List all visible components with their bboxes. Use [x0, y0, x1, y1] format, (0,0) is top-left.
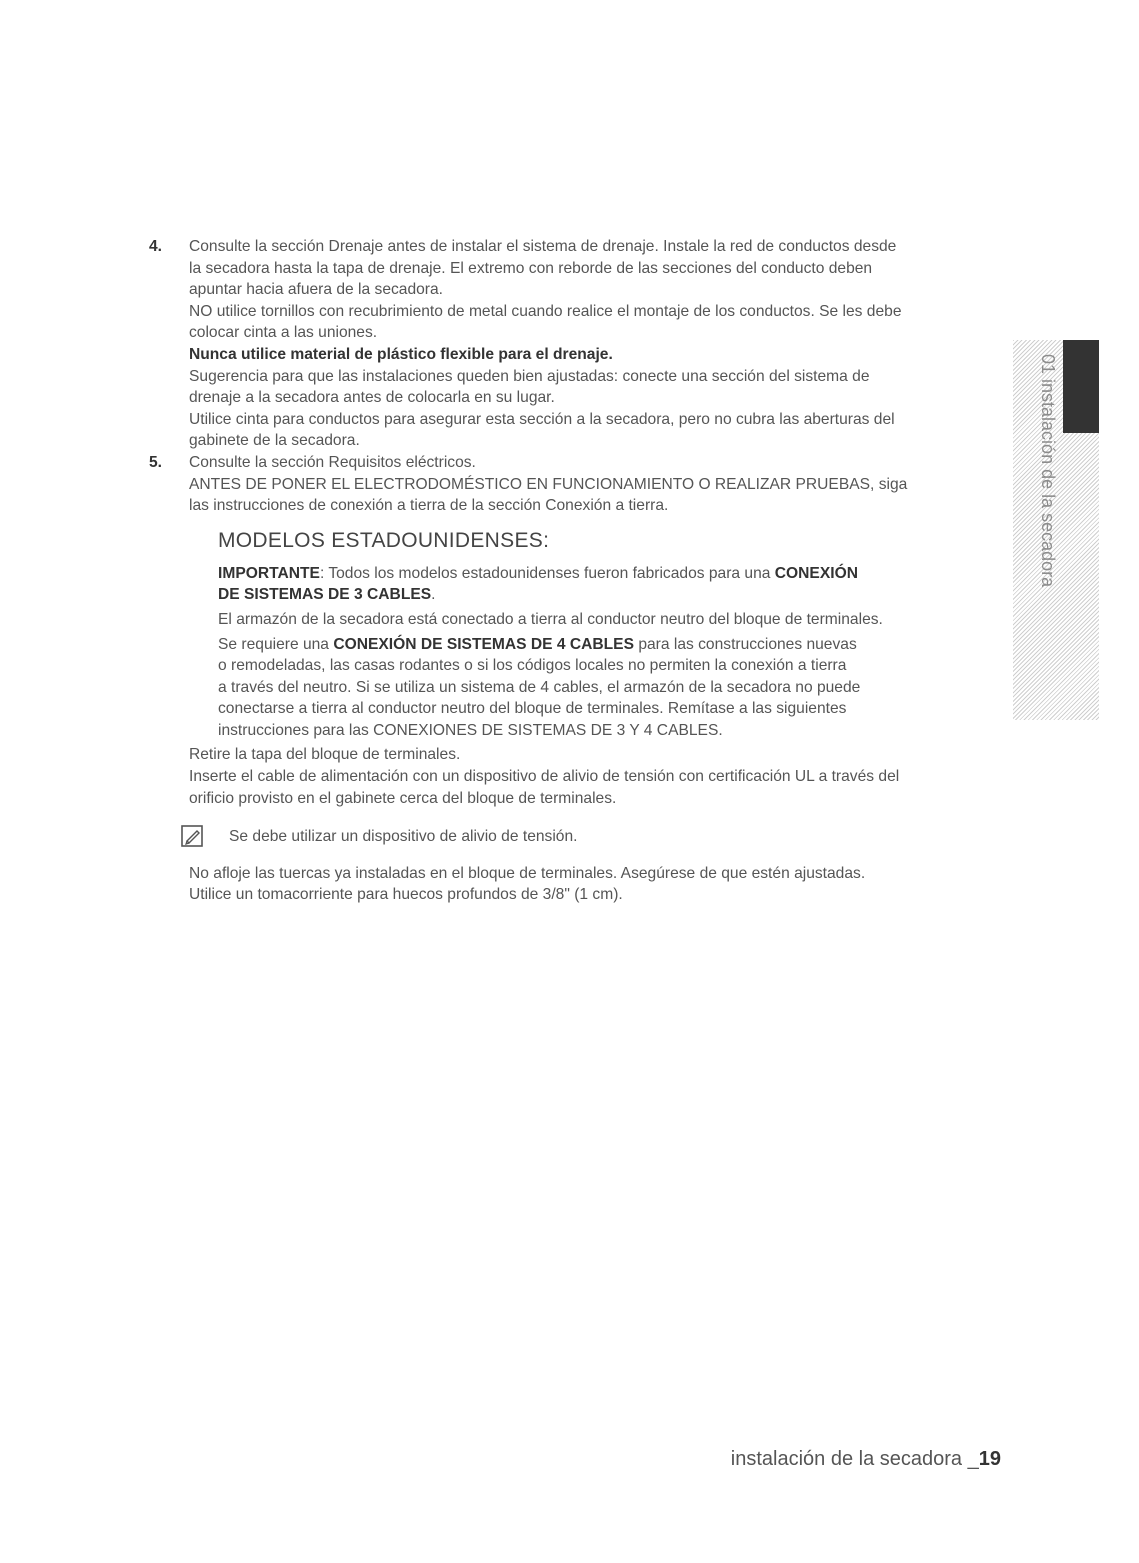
- step-4-line: drenaje a la secadora antes de colocarla en su lugar.: [189, 389, 555, 407]
- important-bold: DE SISTEMAS DE 3 CABLES: [218, 586, 432, 604]
- instruction-line: Utilice un tomacorriente para huecos profundos de 3/8" (1 cm).: [189, 886, 623, 904]
- step-4-line: Utilice cinta para conductos para asegurar esta sección a la secadora, pero no cubra las aberturas del: [189, 410, 895, 428]
- chapter-tab-marker: [1063, 340, 1099, 433]
- step-5-line: las instrucciones de conexión a tierra de la sección Conexión a tierra.: [189, 497, 669, 515]
- four-wire-paragraph: [218, 634, 1001, 742]
- step-number: 5.: [149, 453, 163, 471]
- step-5: [149, 452, 1001, 517]
- step-4-line: gabinete de la secadora.: [189, 432, 360, 450]
- important-bold: CONEXIÓN: [774, 564, 858, 582]
- note-text: Se debe utilizar un dispositivo de alivio de tensión.: [229, 828, 578, 846]
- step-number: 4.: [149, 238, 163, 255]
- frame-grounding-paragraph: El armazón de la secadora está conectado a tierra al conductor neutro del bloque de terminales.: [218, 610, 883, 628]
- us-models-section: [218, 527, 1001, 742]
- four-wire-bold: CONEXIÓN DE SISTEMAS DE 4 CABLES: [333, 635, 634, 653]
- four-wire-text: o remodeladas, las casas rodantes o si los códigos locales no permiten la conexión a tierra: [218, 657, 847, 675]
- important-paragraph: [218, 563, 1001, 606]
- four-wire-text: para las construcciones nuevas: [633, 635, 857, 653]
- note: [156, 826, 1001, 848]
- four-wire-text: instrucciones para las CONEXIONES DE SISTEMAS DE 3 Y 4 CABLES.: [218, 721, 723, 739]
- footer-title: instalación de la secadora _: [730, 1448, 979, 1470]
- four-wire-text: a través del neutro. Si se utiliza un sistema de 4 cables, el armazón de la secadora no puede: [218, 678, 861, 696]
- important-label: IMPORTANTE: [218, 564, 320, 582]
- instruction-line: Inserte el cable de alimentación con un dispositivo de alivio de tensión con certificación UL a través del: [189, 768, 900, 786]
- step-4-line: Consulte la sección Drenaje antes de instalar el sistema de drenaje. Instale la red de conductos desde: [189, 238, 897, 255]
- four-wire-text: Se requiere una: [218, 635, 334, 653]
- step-5-line: ANTES DE PONER EL ELECTRODOMÉSTICO EN FUNCIONAMIENTO O REALIZAR PRUEBAS, siga: [189, 475, 908, 493]
- instruction-line: Retire la tapa del bloque de terminales.: [189, 746, 461, 764]
- instruction-line: No afloje las tuercas ya instaladas en el bloque de terminales. Asegúrese de que estén ajustadas.: [189, 864, 866, 882]
- step-5-line: Consulte la sección Requisitos eléctricos.: [189, 453, 476, 471]
- final-instructions: [156, 863, 1001, 906]
- instruction-line: orificio provisto en el gabinete cerca del bloque de terminales.: [189, 789, 617, 807]
- terminal-block-instructions: [156, 744, 1001, 809]
- note-pencil-icon: [179, 823, 205, 849]
- step-4-warning: Nunca utilice material de plástico flexible para el drenaje.: [189, 345, 613, 363]
- page-content: [149, 236, 1001, 906]
- step-4-line: la secadora hasta la tapa de drenaje. El extremo con reborde de las secciones del conducto deben: [189, 259, 873, 277]
- step-4-line: Sugerencia para que las instalaciones queden bien ajustadas: conecte una sección del sistema de: [189, 367, 870, 385]
- step-4: [149, 236, 1001, 452]
- chapter-tab-label: 01 instalación de la secadora: [1038, 354, 1058, 588]
- page-footer: [731, 1448, 1001, 1471]
- important-text: : Todos los modelos estadounidenses fueron fabricados para una: [319, 564, 775, 582]
- four-wire-text: conectarse a tierra al conductor neutro del bloque de terminales. Remítase a las siguientes: [218, 700, 847, 718]
- step-4-line: NO utilice tornillos con recubrimiento de metal cuando realice el montaje de los conductos. Se les debe: [189, 302, 902, 320]
- step-4-line: apuntar hacia afuera de la secadora.: [189, 281, 444, 299]
- page-number: 19: [978, 1448, 1001, 1470]
- important-end: .: [431, 586, 436, 604]
- section-heading: MODELOS ESTADOUNIDENSES:: [218, 528, 550, 552]
- step-4-line: colocar cinta a las uniones.: [189, 324, 378, 342]
